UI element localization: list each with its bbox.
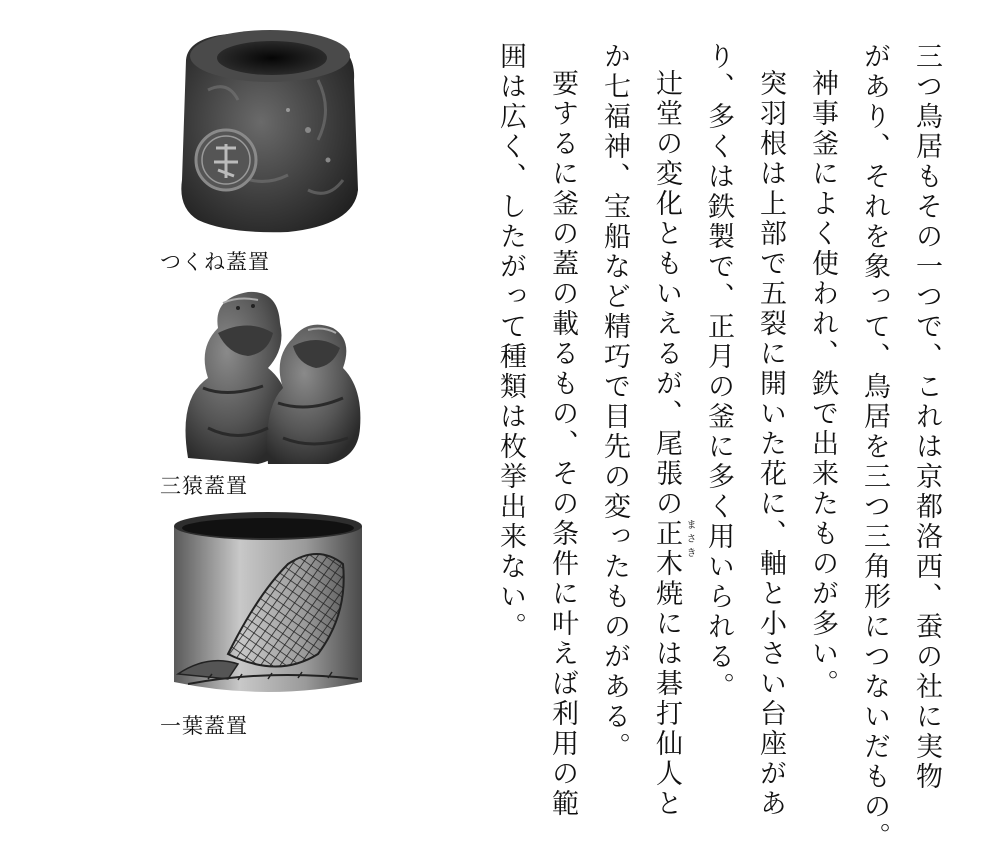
ruby-base-text: 正木 bbox=[651, 519, 682, 579]
ruby-base bbox=[651, 519, 695, 579]
text-segment: 辻堂の変化ともいえるが、尾張の bbox=[651, 69, 682, 519]
tsukune-futaoki-photo bbox=[168, 20, 368, 240]
caption-tsukune: つくね蓋置 bbox=[160, 250, 270, 274]
text-column: 三つ鳥居もその一つで、これは京都洛西、蚕の社に実物 bbox=[911, 42, 942, 792]
photo-column bbox=[150, 20, 380, 740]
sanen-futaoki-photo bbox=[168, 278, 368, 468]
text-column bbox=[640, 42, 695, 819]
text-column: があり、それを象って、鳥居を三つ三角形につないだもの。 bbox=[859, 42, 890, 852]
text-column: 要するに釜の蓋の載るもの、その条件に叶えば利用の範 bbox=[547, 69, 578, 819]
ruby-reading: まさき bbox=[684, 519, 695, 561]
caption-sanen: 三猿蓋置 bbox=[160, 474, 248, 498]
text-column: か七福神、宝船など精巧で目先の変ったものがある。 bbox=[599, 42, 630, 762]
text-column: 囲は広く、したがって種類は枚挙出来ない。 bbox=[495, 42, 526, 642]
body-text bbox=[484, 42, 952, 852]
text-column: 神事釜によく使われ、鉄で出来たものが多い。 bbox=[807, 69, 838, 699]
text-column: 突羽根は上部で五裂に開いた花に、軸と小さい台座があ bbox=[755, 69, 786, 819]
text-column: り、多くは鉄製で、正月の釜に多く用いられる。 bbox=[703, 42, 734, 702]
ichiyo-futaoki-photo bbox=[168, 504, 368, 704]
caption-ichiyo: 一葉蓋置 bbox=[160, 714, 248, 738]
text-segment: 焼には碁打仙人と bbox=[651, 579, 682, 819]
